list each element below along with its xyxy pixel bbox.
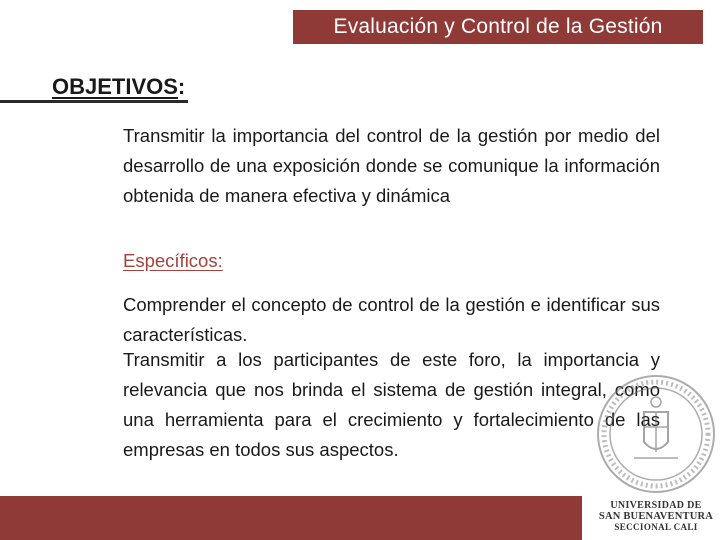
section-title-label: OBJETIVOS — [52, 74, 178, 99]
specific-objective-2: Transmitir a los participantes de este foro, la importancia y relevancia que nos brinda el sistema de gestión integral, como una herramienta para el crecimiento y fortalecimiento de las empresas en todos sus aspectos. — [123, 349, 660, 460]
specific-objective-1: Comprender el concepto de control de la gestión e identificar sus características. — [123, 294, 660, 345]
section-title-colon: : — [177, 74, 186, 99]
logo-line-2: SAN BUENAVENTURA — [598, 511, 714, 522]
general-objective-paragraph: Transmitir la importancia del control de la gestión por medio del desarrollo de una exposición donde se comunique la información obtenida de manera efectiva y dinámica — [123, 125, 660, 206]
university-seal-icon — [594, 372, 718, 496]
footer-bar — [0, 496, 582, 540]
logo-line-3: SECCIONAL CALI — [614, 522, 698, 532]
specifics-label: Específicos: — [123, 250, 223, 271]
university-logo-text — [594, 500, 718, 533]
header-title: Evaluación y Control de la Gestión — [333, 15, 663, 38]
header-title-bar — [293, 10, 703, 44]
logo-line-1: UNIVERSIDAD DE — [610, 500, 702, 511]
section-title — [52, 74, 185, 100]
title-underline-rule — [0, 100, 188, 103]
